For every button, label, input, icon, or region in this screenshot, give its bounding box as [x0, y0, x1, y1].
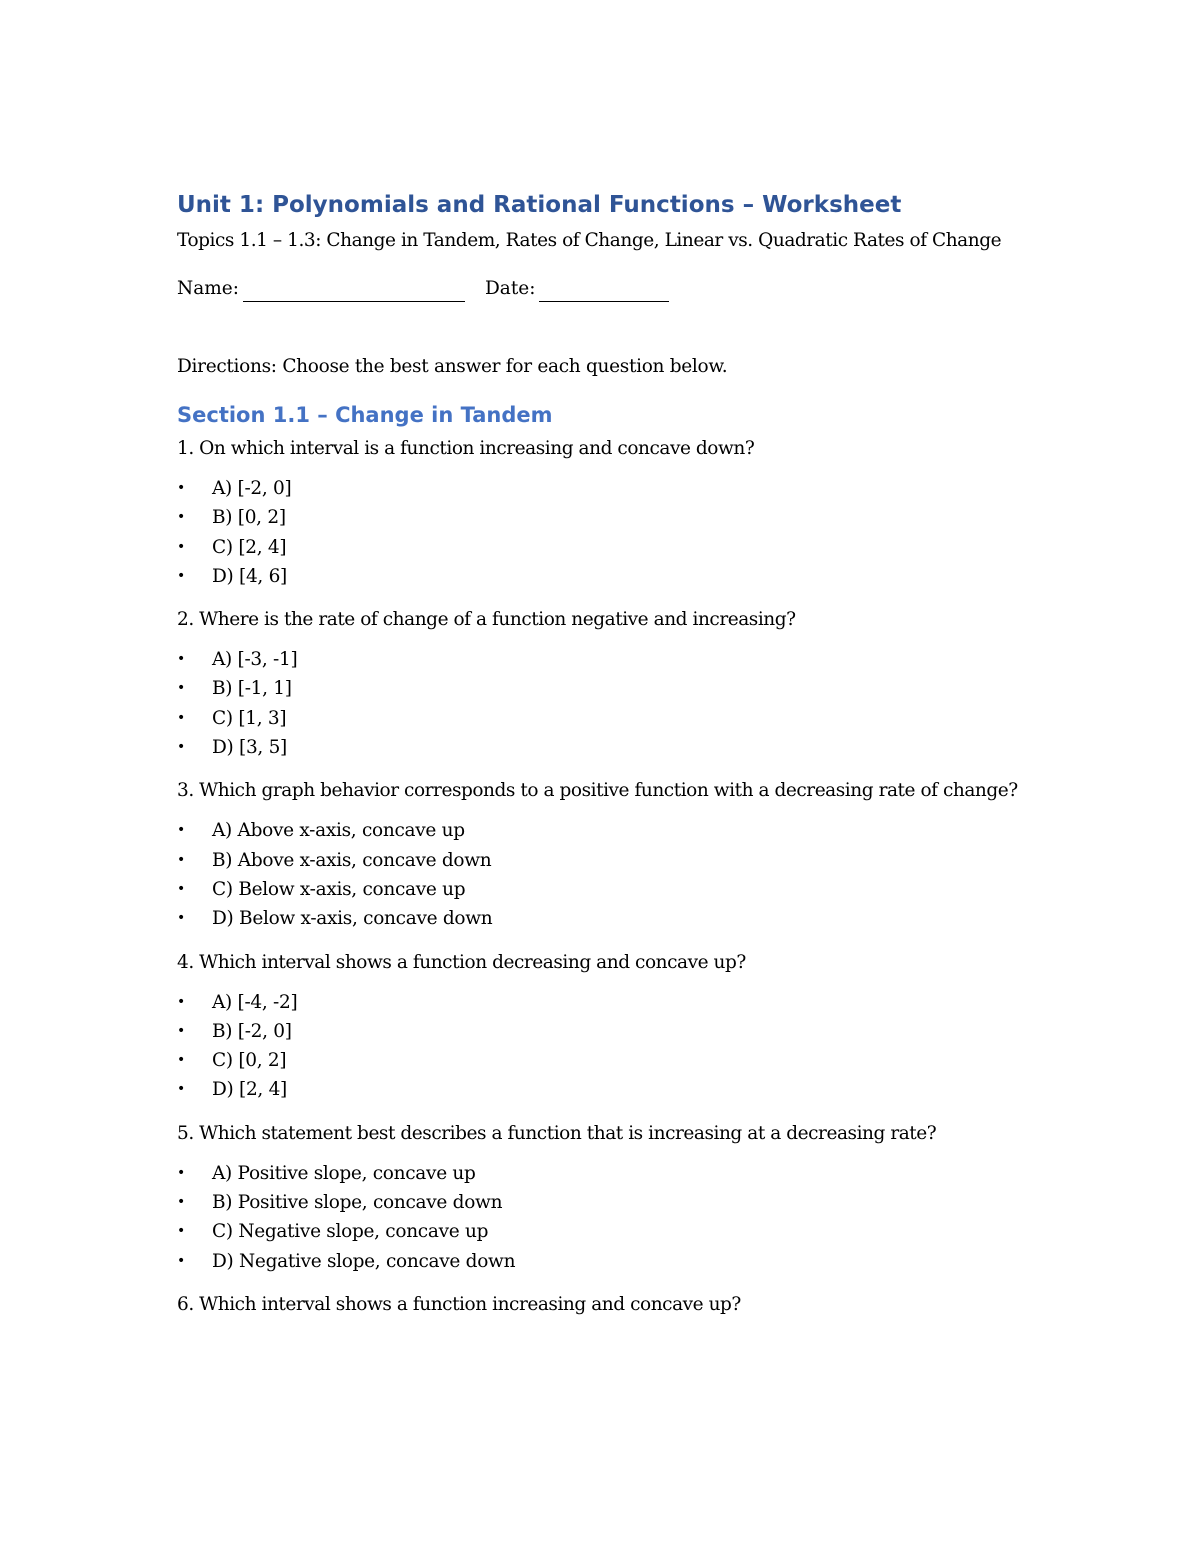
option-list — [177, 645, 1037, 762]
option-label: B) [0, 2] — [212, 507, 286, 529]
bullet-icon: • — [177, 651, 185, 668]
worksheet-title: Unit 1: Polynomials and Rational Functions – Worksheet — [177, 192, 902, 218]
bullet-icon: • — [177, 880, 185, 897]
option-list — [177, 988, 1037, 1105]
option-label: B) [-1, 1] — [212, 678, 292, 700]
question-block — [177, 1119, 1037, 1276]
option-label: D) [4, 6] — [212, 565, 287, 587]
bullet-icon: • — [177, 1252, 185, 1269]
bullet-icon: • — [177, 739, 185, 756]
option-label: A) [-4, -2] — [212, 991, 298, 1013]
question-block — [177, 948, 1037, 1105]
answer-option[interactable] — [177, 733, 1037, 762]
option-label: A) [-3, -1] — [212, 649, 298, 671]
worksheet-content — [177, 188, 1037, 1320]
option-label: B) Above x-axis, concave down — [212, 849, 492, 871]
answer-option[interactable] — [177, 533, 1037, 562]
option-label: A) Positive slope, concave up — [212, 1162, 476, 1184]
option-label: C) [2, 4] — [212, 536, 287, 558]
bullet-icon: • — [177, 680, 185, 697]
answer-option[interactable] — [177, 1159, 1037, 1188]
date-label: Date: — [484, 278, 536, 299]
answer-option[interactable] — [177, 875, 1037, 904]
answer-option[interactable] — [177, 474, 1037, 503]
question-block — [177, 776, 1037, 933]
option-label: B) Positive slope, concave down — [212, 1192, 503, 1214]
answer-option[interactable] — [177, 645, 1037, 674]
directions-text: Directions: Choose the best answer for each question below. — [177, 356, 728, 377]
question-text: 3. Which graph behavior corresponds to a positive function with a decreasing rate of change? — [177, 780, 1018, 802]
answer-option[interactable] — [177, 816, 1037, 845]
answer-option[interactable] — [177, 1046, 1037, 1075]
bullet-icon: • — [177, 1081, 185, 1098]
bullet-icon: • — [177, 538, 185, 555]
option-list — [177, 1159, 1037, 1276]
bullet-icon: • — [177, 993, 185, 1010]
answer-option[interactable] — [177, 1188, 1037, 1217]
option-label: C) Below x-axis, concave up — [212, 878, 466, 900]
name-label: Name: — [177, 278, 239, 299]
option-label: D) [2, 4] — [212, 1079, 287, 1101]
bullet-icon: • — [177, 567, 185, 584]
option-list — [177, 474, 1037, 591]
bullet-icon: • — [177, 509, 185, 526]
question-list — [177, 434, 1037, 1320]
option-label: D) Negative slope, concave down — [212, 1250, 516, 1272]
option-label: D) [3, 5] — [212, 737, 287, 759]
option-list — [177, 816, 1037, 933]
bullet-icon: • — [177, 480, 185, 496]
answer-option[interactable] — [177, 904, 1037, 933]
answer-option[interactable] — [177, 1017, 1037, 1046]
question-text: 2. Where is the rate of change of a function negative and increasing? — [177, 609, 796, 631]
bullet-icon: • — [177, 910, 185, 927]
option-label: C) [1, 3] — [212, 707, 287, 729]
option-label: B) [-2, 0] — [212, 1020, 292, 1042]
answer-option[interactable] — [177, 988, 1037, 1017]
bullet-icon: • — [177, 1052, 185, 1069]
answer-option[interactable] — [177, 704, 1037, 733]
answer-option[interactable] — [177, 674, 1037, 703]
question-text: 1. On which interval is a function increasing and concave down? — [177, 438, 755, 459]
worksheet-subtitle: Topics 1.1 – 1.3: Change in Tandem, Rates of Change, Linear vs. Quadratic Rates of Change — [177, 230, 1002, 251]
option-label: A) Above x-axis, concave up — [212, 820, 465, 842]
question-block — [177, 434, 1037, 591]
answer-option[interactable] — [177, 562, 1037, 591]
section-heading: Section 1.1 – Change in Tandem — [177, 403, 553, 427]
bullet-icon: • — [177, 1164, 185, 1181]
bullet-icon: • — [177, 709, 185, 726]
answer-option[interactable] — [177, 1247, 1037, 1276]
question-text: 5. Which statement best describes a function that is increasing at a decreasing rate? — [177, 1122, 937, 1144]
answer-option[interactable] — [177, 1075, 1037, 1104]
name-blank-line[interactable] — [243, 282, 465, 302]
answer-option[interactable] — [177, 1217, 1037, 1246]
option-label: D) Below x-axis, concave down — [212, 908, 493, 930]
option-label: C) Negative slope, concave up — [212, 1221, 489, 1243]
question-text: 4. Which interval shows a function decreasing and concave up? — [177, 951, 746, 973]
bullet-icon: • — [177, 1022, 185, 1039]
bullet-icon: • — [177, 1223, 185, 1240]
option-label: A) [-2, 0] — [212, 478, 292, 499]
date-blank-line[interactable] — [539, 282, 669, 302]
bullet-icon: • — [177, 822, 185, 839]
question-block — [177, 605, 1037, 762]
question-text: 6. Which interval shows a function increasing and concave up? — [177, 1293, 741, 1315]
option-label: C) [0, 2] — [212, 1050, 287, 1072]
bullet-icon: • — [177, 1194, 185, 1211]
name-date-row — [177, 276, 1037, 302]
question-block — [177, 1290, 1037, 1320]
answer-option[interactable] — [177, 503, 1037, 532]
answer-option[interactable] — [177, 846, 1037, 875]
bullet-icon: • — [177, 851, 185, 868]
